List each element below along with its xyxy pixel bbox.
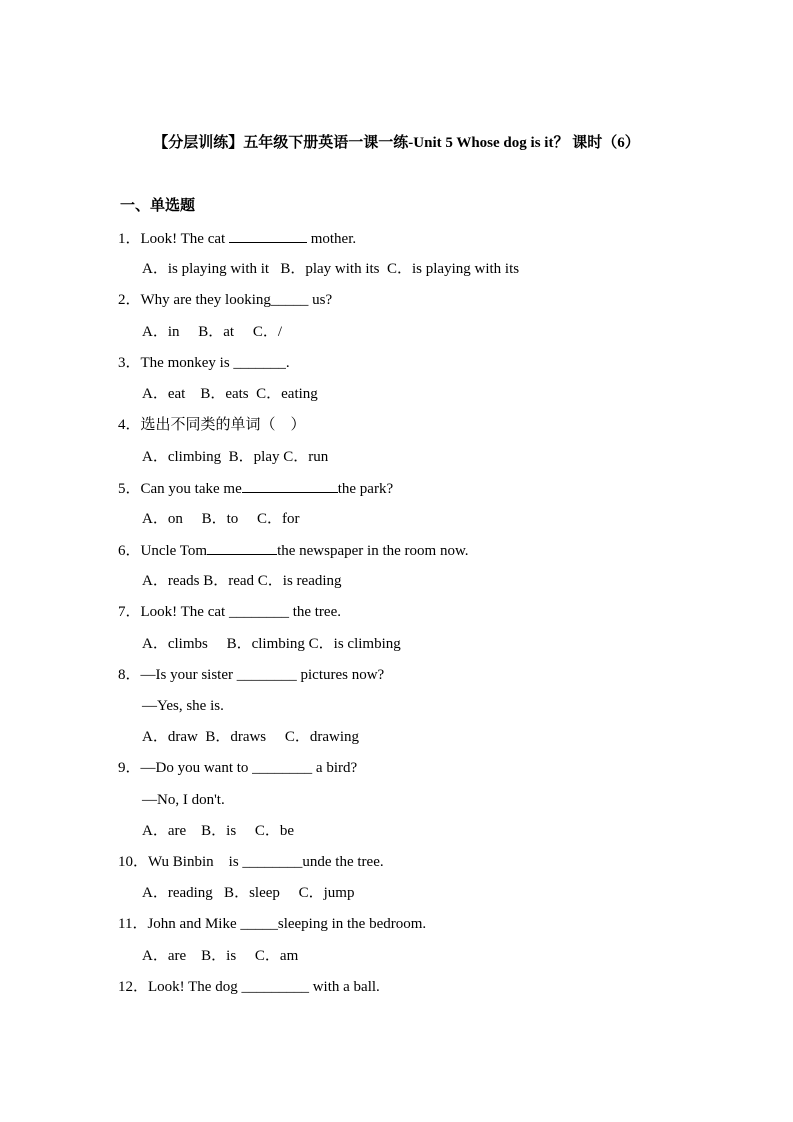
options-8: A．draw B．draws C．drawing — [142, 729, 360, 745]
answer-blank — [242, 478, 338, 493]
answer-blank — [229, 228, 307, 243]
options-10: A．reading B．sleep C．jump — [142, 885, 355, 901]
question-4: 4．选出不同类的单词（ ） — [118, 417, 306, 433]
question-9: 9．—Do you want to ________ a bird? — [118, 760, 358, 776]
question-11: 11．John and Mike _____sleeping in the bedroom. — [118, 916, 427, 932]
reply-9: —No, I don't. — [142, 792, 225, 808]
question-2: 2．Why are they looking_____ us? — [118, 292, 333, 308]
answer-blank — [207, 540, 277, 555]
options-3: A．eat B．eats C．eating — [142, 386, 318, 402]
question-6: 6．Uncle Tom the newspaper in the room now. — [118, 540, 469, 561]
question-1: 1．Look! The cat mother. — [118, 228, 356, 249]
options-5: A．on B．to C．for — [142, 511, 300, 527]
section-heading: 一、单选题 — [120, 198, 196, 214]
options-6: A．reads B．read C．is reading — [142, 573, 342, 589]
question-12: 12．Look! The dog _________ with a ball. — [118, 979, 380, 995]
options-4: A．climbing B．play C．run — [142, 449, 329, 465]
options-11: A．are B．is C．am — [142, 948, 299, 964]
question-10: 10．Wu Binbin is ________unde the tree. — [118, 854, 384, 870]
options-7: A．climbs B．climbing C．is climbing — [142, 636, 401, 652]
document-title: 【分层训练】五年级下册英语一课一练-Unit 5 Whose dog is it？ 课时（6） — [153, 135, 640, 151]
question-7: 7．Look! The cat ________ the tree. — [118, 604, 341, 620]
reply-8: —Yes, she is. — [142, 698, 224, 714]
question-8: 8．—Is your sister ________ pictures now? — [118, 667, 385, 683]
options-1: A．is playing with it B．play with its C．is playing with its — [142, 261, 520, 277]
question-3: 3．The monkey is _______. — [118, 355, 290, 371]
question-5: 5．Can you take me the park? — [118, 478, 393, 499]
options-9: A．are B．is C．be — [142, 823, 295, 839]
options-2: A．in B．at C．/ — [142, 324, 283, 340]
